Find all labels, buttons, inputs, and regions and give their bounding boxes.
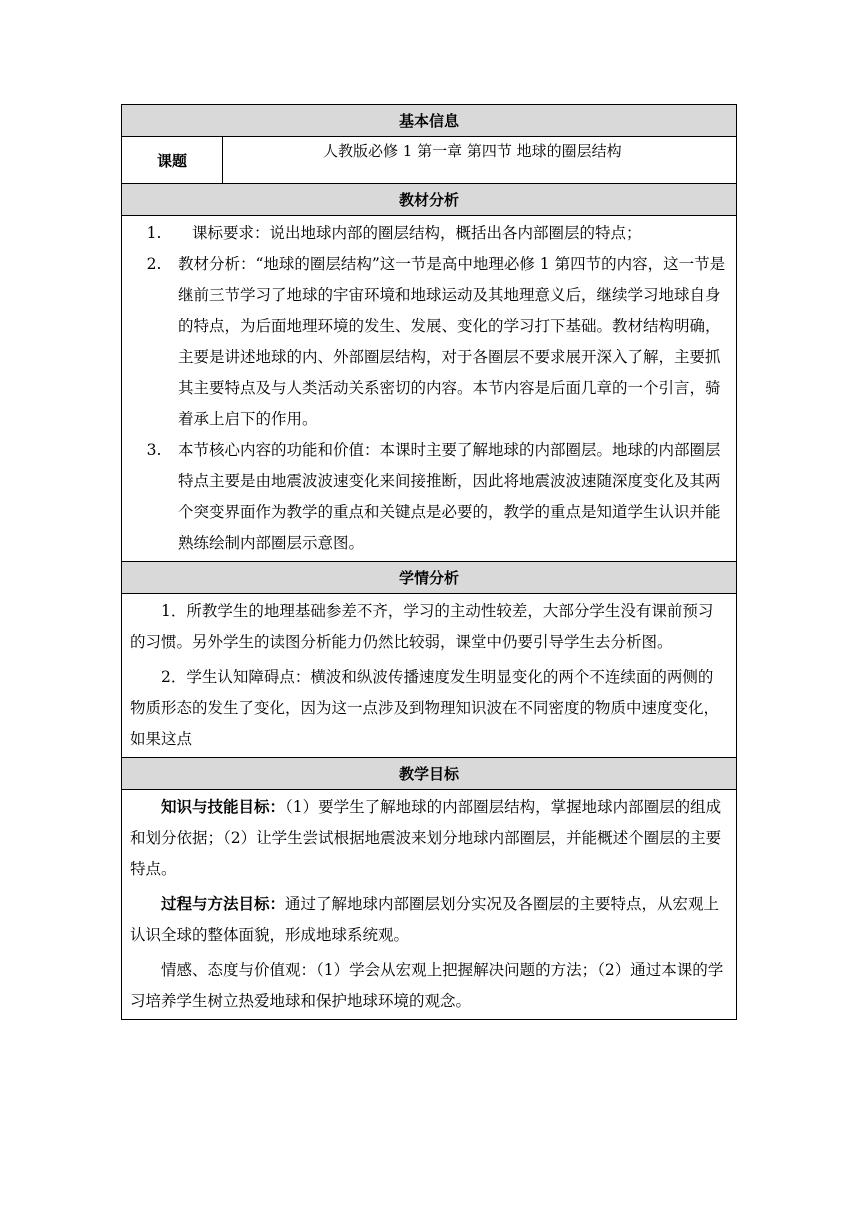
section-heading-basic-info: 基本信息 <box>122 105 737 137</box>
list-item-number: 1. <box>146 224 162 242</box>
section-heading-textbook-analysis: 教材分析 <box>122 184 737 216</box>
list-item <box>130 218 728 249</box>
section-heading-teaching-goals: 教学目标 <box>122 758 737 790</box>
knowledge-goal-text: （1）要学生了解地球的内部圈层结构，掌握地球内部圈层的组成和划分依据；（2）让学生尝试根据地震波来划分地球内部圈层，并能概述个圈层的主要特点。 <box>130 798 722 878</box>
process-goal-label: 过程与方法目标： <box>161 895 286 913</box>
topic-label: 课题 <box>122 137 223 184</box>
list-item-number: 2. <box>146 255 162 273</box>
knowledge-goal-paragraph <box>130 792 728 885</box>
list-item-number: 3. <box>146 441 162 459</box>
list-item-text: 课标要求：说出地球内部的圈层结构，概括出各内部圈层的特点； <box>192 224 642 242</box>
knowledge-goal-label: 知识与技能目标： <box>161 798 286 816</box>
list-item-text: 教材分析：“地球的圈层结构”这一节是高中地理必修 1 第四节的内容，这一节是继前三节学习了地球的宇宙环境和地球运动及其地理意义后，继续学习地球自身的特点，为后面地理环境的发生、发展、变化的学习打下基础。教材结构明确，主要是讲述地球的内、外部圈层结构，对于各圈层不要求展开深入了解，主要抓其主要特点及与人类活动关系密切的内容。本节内容是后面几章的一个引言，骑着承上启下的作用。 <box>178 255 726 428</box>
list-item <box>130 435 728 559</box>
list-item-text: 本节核心内容的功能和价值：本课时主要了解地球的内部圈层。地球的内部圈层特点主要是由地震波波速变化来间接推断，因此将地震波波速随深度变化及其两个突变界面作为教学的重点和关键点是必要的，教学的重点是知道学生认识并能熟练绘制内部圈层示意图。 <box>178 441 721 552</box>
list-item <box>130 249 728 435</box>
teaching-goals-content <box>122 790 737 1020</box>
student-analysis-paragraph: 1．所教学生的地理基础参差不齐，学习的主动性较差，大部分学生没有课前预习的习惯。另外学生的读图分析能力仍然比较弱，课堂中仍要引导学生去分析图。 <box>130 602 714 651</box>
process-goal-paragraph <box>130 889 728 951</box>
lesson-plan-table <box>121 104 737 1020</box>
topic-value: 人教版必修 1 第一章 第四节 地球的圈层结构 <box>223 137 737 184</box>
student-analysis-content <box>122 594 737 758</box>
process-goal-text: 通过了解地球内部圈层划分实况及各圈层的主要特点，从宏观上认识全球的整体面貌，形成地球系统观。 <box>130 895 720 944</box>
section-heading-student-analysis: 学情分析 <box>122 562 737 594</box>
emotion-goal-paragraph: 情感、态度与价值观：（1）学会从宏观上把握解决问题的方法；（2）通过本课的学习培养学生树立热爱地球和保护地球环境的观念。 <box>130 961 724 1010</box>
student-analysis-paragraph: 2．学生认知障碍点：横波和纵波传播速度发生明显变化的两个不连续面的两侧的物质形态的发生了变化，因为这一点涉及到物理知识波在不同密度的物质中速度变化，如果这点 <box>130 668 720 748</box>
textbook-analysis-content <box>122 216 737 562</box>
